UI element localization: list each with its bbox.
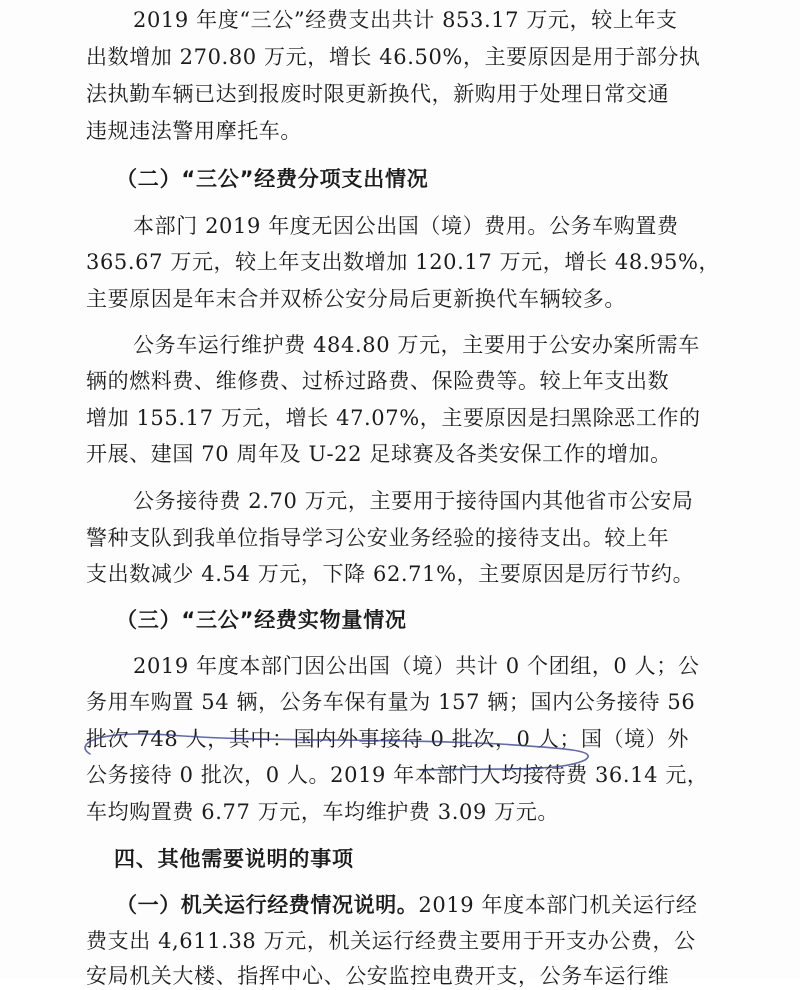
- paragraph-line: 公务车运行维护费 484.80 万元，主要用于公安办案所需车: [133, 333, 700, 357]
- paragraph-line: 批次 748 人，其中：国内外事接待 0 批次，0 人；国（境）外: [86, 727, 689, 751]
- paragraph-line: 务用车购置 54 辆，公务车保有量为 157 辆；国内公务接待 56: [86, 690, 696, 714]
- paragraph-line: 辆的燃料费、维修费、过桥过路费、保险费等。较上年支出数: [86, 369, 670, 393]
- paragraph-text: 2019 年度本部门机关运行经: [418, 893, 698, 917]
- paragraph-line: 2019 年度本部门因公出国（境）共计 0 个团组，0 人；公: [133, 654, 700, 678]
- paragraph-line: 警种支队到我单位指导学习公安业务经验的接待支出。较上年: [86, 526, 670, 550]
- paragraph-line: [116, 891, 698, 919]
- paragraph-line: 主要原因是年末合并双桥公安分局后更新换代车辆较多。: [86, 287, 626, 311]
- paragraph-line: 2019 年度“三公”经费支出共计 853.17 万元，较上年支: [133, 8, 678, 32]
- paragraph-line: 本部门 2019 年度无因公出国（境）费用。公务车购置费: [133, 214, 679, 238]
- paragraph-line: 安局机关大楼、指挥中心、公安监控电费开支，公务车运行维: [86, 964, 670, 988]
- paragraph-line: 增加 155.17 万元，增长 47.07%，主要原因是扫黑除恶工作的: [86, 406, 701, 430]
- paragraph-line: 车均购置费 6.77 万元，车均维护费 3.09 万元。: [86, 800, 560, 824]
- paragraph-line: 法执勤车辆已达到报废时限更新换代，新购用于处理日常交通: [86, 82, 670, 106]
- paragraph-line: 支出数减少 4.54 万元，下降 62.71%，主要原因是厉行节约。: [86, 562, 695, 586]
- section-heading: （二）“三公”经费分项支出情况: [116, 167, 429, 191]
- paragraph-line: 违规违法警用摩托车。: [86, 119, 302, 143]
- paragraph-line: 公务接待 0 批次，0 人。2019 年本部门人均接待费 36.14 元，: [86, 763, 709, 787]
- section-heading: 四、其他需要说明的事项: [114, 847, 354, 871]
- subsection-title: （一）机关运行经费情况说明。: [116, 893, 419, 917]
- paragraph-line: 开展、建国 70 周年及 U-22 足球赛及各类安保工作的增加。: [86, 442, 672, 466]
- section-heading: （三）“三公”经费实物量情况: [116, 608, 407, 632]
- paragraph-line: 出数增加 270.80 万元，增长 46.50%，主要原因是用于部分执: [86, 45, 701, 69]
- paragraph-line: 费支出 4,611.38 万元，机关运行经费主要用于开支办公费，公: [86, 929, 696, 953]
- paragraph-line: 公务接待费 2.70 万元，主要用于接待国内其他省市公安局: [133, 489, 694, 513]
- paragraph-line: 365.67 万元，较上年支出数增加 120.17 万元，增长 48.95%，: [86, 250, 721, 274]
